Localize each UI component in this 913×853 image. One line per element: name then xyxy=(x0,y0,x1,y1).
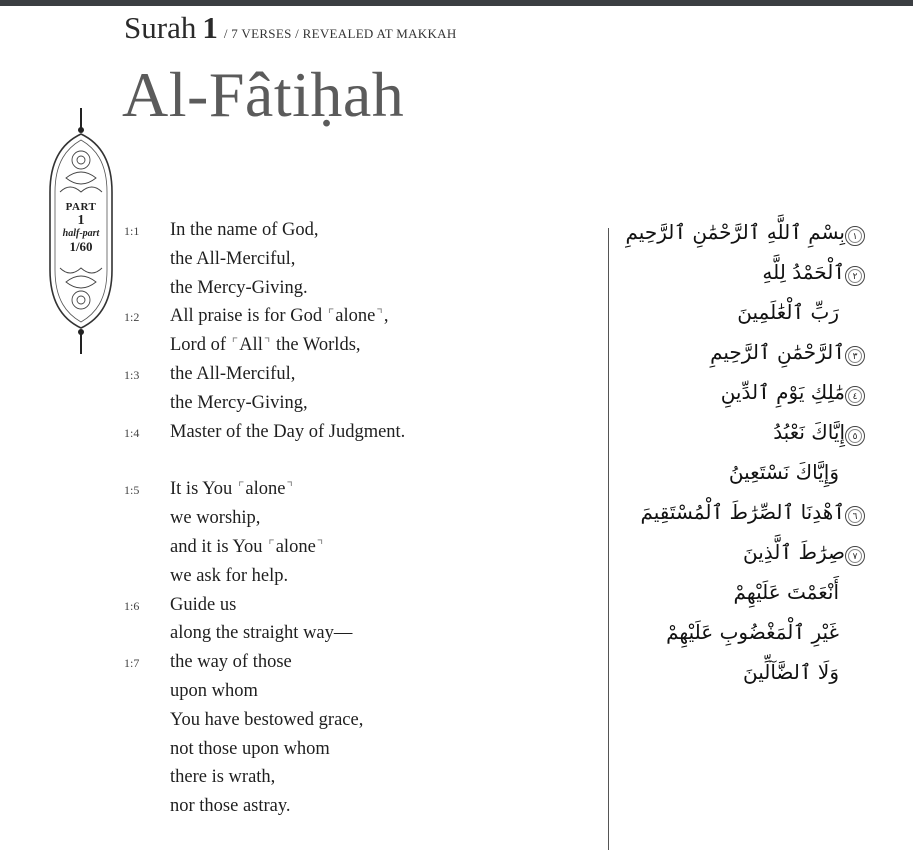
arabic-text: ٱلرَّحْمَٰنِ ٱلرَّحِيمِ xyxy=(710,340,845,364)
arabic-text: ٱهْدِنَا ٱلصِّرَٰطَ ٱلْمُسْتَقِيمَ xyxy=(640,500,845,524)
verse-line xyxy=(124,533,584,562)
arabic-text: وَإِيَّاكَ نَسْتَعِينُ xyxy=(728,460,839,484)
verse-line xyxy=(124,792,584,821)
verse-text: Guide us xyxy=(170,594,237,615)
surah-number: 1 xyxy=(202,10,218,45)
verse-ref: 1:4 xyxy=(124,425,140,440)
arabic-text: إِيَّاكَ نَعْبُدُ xyxy=(773,420,845,444)
verse-line xyxy=(124,331,584,360)
column-divider xyxy=(608,228,609,850)
verse-number-marker: ١ xyxy=(845,226,865,246)
arabic-line xyxy=(615,256,895,296)
bracket-mark: ⌜ xyxy=(327,308,335,324)
interpolated-word: All xyxy=(239,335,263,356)
verse-number-marker: ٣ xyxy=(845,346,865,366)
arabic-text: ٱلْحَمْدُ لِلَّهِ xyxy=(762,260,845,284)
verse-text-part: the Worlds, xyxy=(271,335,361,356)
arabic-text: صِرَٰطَ ٱلَّذِينَ xyxy=(743,540,845,564)
arabic-line xyxy=(615,496,895,536)
verse-line xyxy=(124,360,584,389)
verse-text: we worship, xyxy=(170,508,261,529)
verse-text: Master of the Day of Judgment. xyxy=(170,421,406,442)
arabic-text: غَيْرِ ٱلْمَغْضُوبِ عَلَيْهِمْ xyxy=(666,620,839,644)
verse-text: along the straight way— xyxy=(170,623,353,644)
verse-text: the All-Merciful, xyxy=(170,248,296,269)
arabic-line xyxy=(615,576,895,616)
verse-text: there is wrath, xyxy=(170,767,276,788)
verse-text: the way of those xyxy=(170,652,292,673)
arabic-line xyxy=(615,456,895,496)
verse-text xyxy=(170,331,361,360)
bracket-mark: ⌝ xyxy=(286,481,294,497)
part-number: 1 xyxy=(77,213,85,228)
arabic-line xyxy=(615,616,895,656)
verse-line xyxy=(124,504,584,533)
arabic-line xyxy=(615,536,895,576)
verse-text-part: and it is You xyxy=(170,536,268,557)
verse-text: the Mercy-Giving, xyxy=(170,392,308,413)
verse-text: the Mercy-Giving. xyxy=(170,277,308,298)
half-part-value: 1/60 xyxy=(69,239,93,254)
verse-ref: 1:7 xyxy=(124,656,140,671)
arabic-text: أَنْعَمْتَ عَلَيْهِمْ xyxy=(733,580,839,604)
verse-line xyxy=(124,475,584,504)
bracket-mark: ⌜ xyxy=(231,337,239,353)
verse-text xyxy=(170,302,389,331)
verse-number-marker: ٥ xyxy=(845,426,865,446)
verse-line xyxy=(124,648,584,677)
interpolated-word: alone xyxy=(335,306,376,327)
verse-line xyxy=(124,591,584,620)
verse-text-part: It is You xyxy=(170,479,237,500)
arabic-line xyxy=(615,336,895,376)
surah-label: Surah xyxy=(124,10,197,45)
verse-text: not those upon whom xyxy=(170,738,330,759)
part-label: PART xyxy=(65,201,97,213)
stanza-gap xyxy=(124,446,584,475)
verse-number-marker: ٧ xyxy=(845,546,865,566)
verse-text-part: All praise is for God xyxy=(170,306,327,327)
bracket-mark: ⌝ xyxy=(376,308,383,324)
verse-text: You have bestowed grace, xyxy=(170,709,364,730)
part-medallion xyxy=(46,108,116,354)
bracket-mark: ⌜ xyxy=(268,538,275,554)
arabic-line xyxy=(615,296,895,336)
verse-line xyxy=(124,763,584,792)
verse-line xyxy=(124,418,584,447)
verse-text: we ask for help. xyxy=(170,565,289,586)
verse-line xyxy=(124,619,584,648)
verse-text: upon whom xyxy=(170,680,258,701)
verse-line xyxy=(124,216,584,245)
verse-line xyxy=(124,302,584,331)
half-part-label: half-part xyxy=(62,228,100,239)
arabic-text: وَلَا ٱلضَّآلِّينَ xyxy=(742,660,839,684)
bracket-mark: ⌝ xyxy=(263,337,271,353)
interpolated-word: alone xyxy=(275,536,316,557)
arabic-column xyxy=(615,216,895,696)
verse-line xyxy=(124,562,584,591)
verse-line xyxy=(124,274,584,303)
verse-text-part: Lord of xyxy=(170,335,231,356)
verse-line xyxy=(124,389,584,418)
verse-ref: 1:5 xyxy=(124,483,140,498)
arabic-text: بِسْمِ ٱللَّهِ ٱلرَّحْمَٰنِ ٱلرَّحِيمِ xyxy=(625,220,845,244)
surah-subtitle: / 7 VERSES / REVEALED AT MAKKAH xyxy=(223,26,457,41)
verse-number-marker: ٦ xyxy=(845,506,865,526)
bracket-mark: ⌝ xyxy=(316,538,324,554)
interpolated-word: alone xyxy=(245,479,286,500)
verse-line xyxy=(124,735,584,764)
verse-ref: 1:6 xyxy=(124,598,140,613)
arabic-line xyxy=(615,656,895,696)
verse-ref: 1:1 xyxy=(124,224,140,238)
verse-ref: 1:2 xyxy=(124,310,140,325)
verse-number-marker: ٤ xyxy=(845,386,865,406)
surah-header xyxy=(124,10,457,46)
part-text xyxy=(46,201,116,253)
arabic-text: رَبِّ ٱلْعَٰلَمِينَ xyxy=(737,300,839,324)
verse-text: the All-Merciful, xyxy=(170,363,296,384)
verse-text xyxy=(170,533,324,562)
verse-line xyxy=(124,677,584,706)
translation-column xyxy=(124,216,584,821)
arabic-line xyxy=(615,416,895,456)
verse-text xyxy=(170,475,294,504)
arabic-line xyxy=(615,216,895,256)
verse-text: In the name of God, xyxy=(170,220,319,240)
verse-text: nor those astray. xyxy=(170,796,291,817)
window-top-bar xyxy=(0,0,913,6)
verse-number-marker: ٢ xyxy=(845,266,865,286)
verse-ref: 1:3 xyxy=(124,367,140,382)
bracket-mark: ⌜ xyxy=(237,481,245,497)
verse-line xyxy=(124,245,584,274)
page-title: Al-Fâtiḥah xyxy=(122,59,405,130)
verse-text-part: , xyxy=(383,306,389,327)
arabic-text: مَٰلِكِ يَوْمِ ٱلدِّينِ xyxy=(720,380,845,404)
arabic-line xyxy=(615,376,895,416)
verse-line xyxy=(124,706,584,735)
